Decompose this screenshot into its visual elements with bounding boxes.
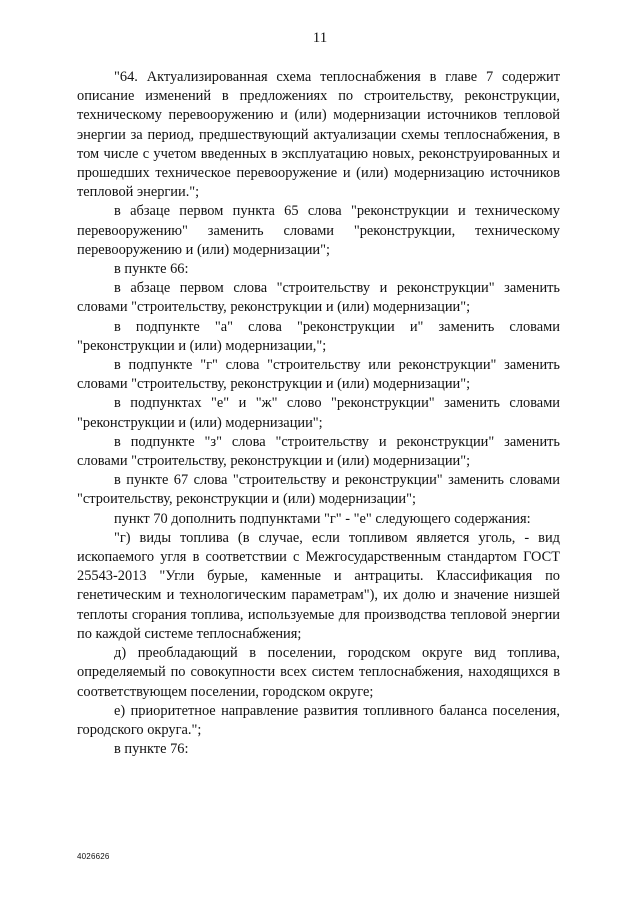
paragraph-point-66-subpoint-a: в подпункте "а" слова "реконструкции и" заменить словами "реконструкции и (или) модернизации,";: [77, 318, 560, 354]
paragraph-point-66-subpoint-g: в подпункте "г" слова "строительству или реконструкции" заменить словами "строительству, реконструкции и (или) модернизации";: [77, 357, 560, 393]
document-code: 4026626: [77, 852, 110, 861]
paragraph-subpoint-d: д) преобладающий в поселении, городском округе вид топлива, определяемый по совокупности всех систем теплоснабжения, находящихся в соответствующем поселении, городском округе;: [77, 645, 560, 700]
page-number: 11: [312, 30, 328, 46]
paragraph-point-66-subpoint-z: в подпункте "з" слова "строительству и реконструкции" заменить словами "строительству, реконструкции и (или) модернизации";: [77, 433, 560, 470]
paragraph-point-76-intro: в пункте 76:: [114, 741, 189, 758]
paragraph-point-66-intro: в пункте 66:: [114, 261, 189, 278]
paragraph-point-66-first-abzac: в абзаце первом слова "строительству и реконструкции" заменить словами "строительству, реконструкции и (или) модернизации";: [77, 280, 560, 316]
paragraph-subpoint-e: е) приоритетное направление развития топливного баланса поселения, городского округа.";: [77, 702, 560, 738]
paragraph-amend-point-67: в пункте 67 слова "строительству и реконструкции" заменить словами "строительству, реконструкции и (или) модернизации";: [77, 472, 560, 508]
paragraph-point-70-intro: пункт 70 дополнить подпунктами "г" - "е" следующего содержания:: [114, 510, 531, 527]
paragraph-item-64-text: "64. Актуализированная схема теплоснабжения в главе 7 содержит описание изменений в предложениях по строительству, реконструкции, техническому перевооружению и (или) модернизации источников тепловой энергии за период, предшествующий актуализации схемы теплоснабжения, в том числе с учетом введенных в эксплуатацию новых, реконструированных и прошедших техническое перевооружение и (или) модернизацию источников тепловой энергии.";: [77, 69, 560, 201]
paragraph-amend-point-65: в абзаце первом пункта 65 слова "реконструкции и техническому перевооружению" заменить словами "реконструкции, техническому перевооружению и (или) модернизации";: [77, 203, 560, 258]
document-body: [77, 68, 560, 759]
paragraph-point-66-subpoints-e-zh: в подпунктах "е" и "ж" слово "реконструкции" заменить словами "реконструкции и (или) модернизации";: [77, 395, 560, 431]
paragraph-subpoint-g: "г) виды топлива (в случае, если топливом является уголь, - вид ископаемого угля в соответствии с Межгосударственным стандартом ГОСТ 25543-2013 "Угли бурые, каменные и антрациты. Классификация по генетическим и технологическим параметрам"), их долю и значение низшей теплоты сгорания топлива, используемые для производства тепловой энергии по каждой системе теплоснабжения;: [77, 529, 560, 642]
